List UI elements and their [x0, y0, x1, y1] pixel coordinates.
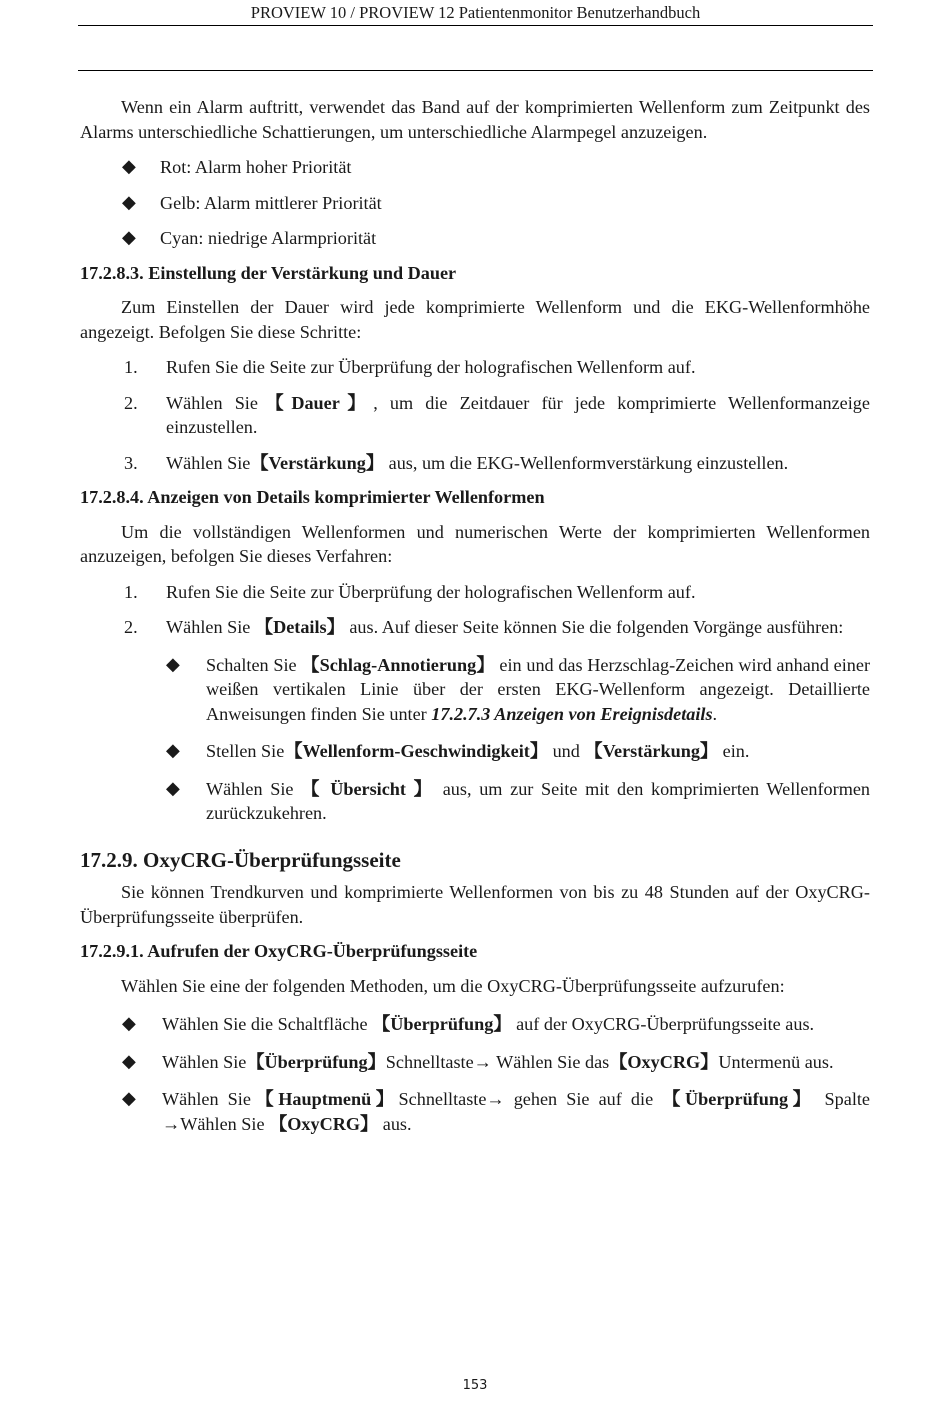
- key-label: 【Verstärkung】: [250, 452, 385, 473]
- diamond-bullet-icon: ◆: [122, 191, 136, 213]
- key-label: 【OxyCRG】: [269, 1113, 379, 1134]
- list-item: ◆ Cyan: niedrige Alarmpriorität: [80, 226, 870, 251]
- key-label: 【OxyCRG】: [609, 1051, 719, 1072]
- key-label: 【Schlag-Annotierung】: [301, 654, 495, 675]
- sub-list-item: ◆ Schalten Sie 【Schlag-Annotierung】 ein und das Herzschlag-Zeichen wird anhand einer weißen vertikalen Linie über der ersten EKG-Wellenform angezeigt. Detaillierte Anweisungen finden Sie unter 17.2.7.3 Anzeigen von Ereignisdetails.: [166, 653, 870, 724]
- diamond-bullet-icon: ◆: [166, 740, 180, 761]
- sub-list-item: ◆ Stellen Sie【Wellenform-Geschwindigkeit】 und 【Verstärkung】 ein.: [80, 739, 870, 764]
- key-label: 【Wellenform-Geschwindigkeit】: [284, 741, 549, 761]
- page-content: [80, 95, 870, 1136]
- key-label: 【Überprüfung】: [662, 1089, 816, 1109]
- list-item: ◆ Wählen Sie【Überprüfung】Schnelltaste→ Wählen Sie das【OxyCRG】Untermenü aus.: [80, 1050, 870, 1075]
- numbered-step: 2. Wählen Sie【Dauer】, um die Zeitdauer für jede komprimierte Wellenformanzeige einzustellen.: [124, 392, 870, 437]
- section-paragraph: Zum Einstellen der Dauer wird jede komprimierte Wellenform und die EKG-Wellenformhöhe angezeigt. Befolgen Sie diese Schritte:: [80, 297, 870, 342]
- numbered-step: 2. Wählen Sie 【Details】 aus. Auf dieser Seite können Sie die folgenden Vorgänge ausführen:: [124, 617, 844, 637]
- key-label: 【 Übersicht 】: [301, 778, 436, 799]
- key-label: 【Überprüfung】: [246, 1051, 386, 1072]
- diamond-bullet-icon: ◆: [122, 227, 136, 248]
- numbered-step: 1. Rufen Sie die Seite zur Überprüfung der holografischen Wellenform auf.: [124, 581, 696, 602]
- list-item: ◆ Wählen Sie【Hauptmenü】Schnelltaste→ gehen Sie auf die 【Überprüfung】 Spalte →Wählen Sie 【OxyCRG】 aus.: [122, 1088, 871, 1134]
- diamond-bullet-icon: ◆: [122, 1088, 136, 1109]
- section-heading-oxycrg: 17.2.9. OxyCRG-Überprüfungsseite: [80, 847, 401, 872]
- numbered-step: 3. Wählen Sie【Verstärkung】 aus, um die EKG-Wellenformverstärkung einzustellen.: [124, 452, 789, 473]
- numbered-step: 1. Rufen Sie die Seite zur Überprüfung der holografischen Wellenform auf.: [124, 357, 696, 377]
- section-heading-details: 17.2.8.4. Anzeigen von Details komprimierter Wellenformen: [80, 487, 545, 507]
- key-label: 【Dauer】: [257, 392, 374, 413]
- key-label: 【Hauptmenü】: [250, 1089, 399, 1109]
- header-rule-bottom: [78, 70, 873, 71]
- diamond-bullet-icon: ◆: [166, 653, 180, 675]
- section-paragraph: Um die vollständigen Wellenformen und numerischen Werte der komprimierten Wellenformen anzuzeigen, befolgen Sie dieses Verfahren:: [80, 521, 870, 566]
- key-label: 【Verstärkung】: [584, 741, 719, 761]
- page-header: PROVIEW 10 / PROVIEW 12 Patientenmonitor Benutzerhandbuch: [250, 3, 701, 22]
- list-item: ◆ Wählen Sie die Schaltfläche 【Überprüfung】 auf der OxyCRG-Überprüfungsseite aus.: [80, 1012, 870, 1037]
- diamond-bullet-icon: ◆: [166, 777, 180, 799]
- list-item: ◆ Gelb: Alarm mittlerer Priorität: [80, 191, 870, 216]
- section-paragraph: Wählen Sie eine der folgenden Methoden, um die OxyCRG-Überprüfungsseite aufzurufen:: [121, 975, 785, 996]
- section-heading-open-oxycrg: 17.2.9.1. Aufrufen der OxyCRG-Überprüfungsseite: [80, 941, 478, 961]
- list-item: ◆ Rot: Alarm hoher Priorität: [80, 155, 870, 180]
- intro-paragraph: Wenn ein Alarm auftritt, verwendet das Band auf der komprimierten Wellenform zum Zeitpunkt des Alarms unterschiedliche Schattierungen, um unterschiedliche Alarmpegel anzuzeigen.: [80, 97, 870, 142]
- section-paragraph: Sie können Trendkurven und komprimierte Wellenformen von bis zu 48 Stunden auf der OxyCRG-Überprüfungsseite überprüfen.: [80, 882, 870, 927]
- header-rule-top: [78, 25, 873, 26]
- sub-list-item: ◆ Wählen Sie 【 Übersicht 】 aus, um zur Seite mit den komprimierten Wellenformen zurückzukehren.: [166, 777, 871, 823]
- cross-reference: 17.2.7.3 Anzeigen von Ereignisdetails: [431, 703, 713, 724]
- page-number: 153: [462, 1378, 488, 1393]
- diamond-bullet-icon: ◆: [122, 1013, 136, 1034]
- key-label: 【Überprüfung】: [372, 1014, 512, 1034]
- section-heading-gain-duration: 17.2.8.3. Einstellung der Verstärkung und Dauer: [80, 262, 457, 283]
- diamond-bullet-icon: ◆: [122, 1050, 136, 1072]
- key-label: 【Details】: [254, 617, 345, 637]
- diamond-bullet-icon: ◆: [122, 156, 136, 177]
